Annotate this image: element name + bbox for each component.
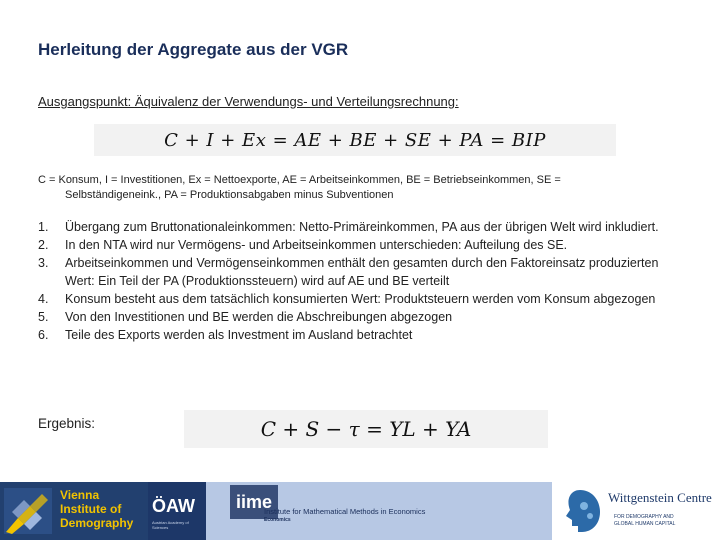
vid-line-1: Vienna: [60, 488, 100, 502]
item-text: Konsum besteht aus dem tatsächlich konsumierten Wert: Produktsteuern werden vom Konsum abgezogen: [65, 292, 656, 306]
legend-line-1: C = Konsum, I = Investitionen, Ex = Nettoexporte, AE = Arbeitseinkommen, BE = Betriebseinkommen, SE =: [38, 174, 561, 186]
list-item: [38, 326, 678, 344]
list-item: [38, 236, 678, 254]
wc-sub-line-1: FOR DEMOGRAPHY AND: [614, 514, 674, 520]
iime-mark: iime: [230, 485, 278, 519]
legend-line-2: Selbständigeneink., PA = Produktionsabgaben minus Subventionen: [65, 189, 394, 201]
iime-sub: Economics: [264, 517, 291, 523]
item-number: 4.: [38, 292, 49, 306]
item-number: 5.: [38, 310, 49, 324]
vid-line-3: Demography: [60, 516, 134, 530]
item-text: Arbeitseinkommen und Vermögenseinkommen enthält den gesamten durch den Faktoreinsatz produzierten Wert: Ein Teil der PA (Produktionssteuern) wird auf AE und BE verteilt: [65, 256, 659, 288]
vid-line-2: Institute of: [60, 502, 122, 516]
result-label: Ergebnis:: [38, 416, 96, 431]
vid-logo: [0, 482, 148, 540]
iime-logo: [230, 485, 450, 535]
oaw-logo: [148, 482, 206, 540]
list-item: [38, 290, 678, 308]
item-text: Von den Investitionen und BE werden die Abschreibungen abgezogen: [65, 310, 453, 324]
item-text: Übergang zum Bruttonationaleinkommen: Netto-Primäreinkommen, PA aus der übrigen Welt wird inkludiert.: [65, 220, 659, 234]
oaw-subtitle: Austrian Academy of Sciences: [152, 520, 189, 530]
list-item: [38, 308, 678, 326]
footer-logo-bar: [0, 482, 720, 540]
item-text: In den NTA wird nur Vermögens- und Arbeitseinkommen unterschieden: Aufteilung des SE.: [65, 238, 568, 252]
formula-equivalence: C + I + Ex = AE + BE + SE + PA = BIP: [94, 124, 616, 156]
list-item: [38, 254, 678, 290]
oaw-mark: ÖAW: [152, 496, 195, 516]
slide-title: Herleitung der Aggregate aus der VGR: [38, 40, 349, 59]
wittgenstein-centre-logo: [552, 482, 720, 540]
wc-title: Wittgenstein Centre: [608, 490, 712, 505]
item-number: 2.: [38, 238, 49, 252]
formula-result: C + S − τ = YL + YA: [184, 410, 548, 448]
list-item: [38, 218, 678, 236]
abbreviation-legend: [38, 173, 678, 203]
iime-name: Institute for Mathematical Methods in Economics: [264, 507, 426, 516]
item-number: 1.: [38, 220, 49, 234]
wc-sub-line-2: GLOBAL HUMAN CAPITAL: [614, 521, 676, 527]
vid-grid-icon: [4, 488, 52, 534]
steps-list: [38, 218, 678, 344]
subtitle: Ausgangspunkt: Äquivalenz der Verwendungs- und Verteilungsrechnung:: [38, 94, 459, 109]
globe-head-icon: [556, 486, 604, 536]
item-number: 6.: [38, 328, 49, 342]
item-text: Teile des Exports werden als Investment im Ausland betrachtet: [65, 328, 413, 342]
item-number: 3.: [38, 256, 49, 270]
